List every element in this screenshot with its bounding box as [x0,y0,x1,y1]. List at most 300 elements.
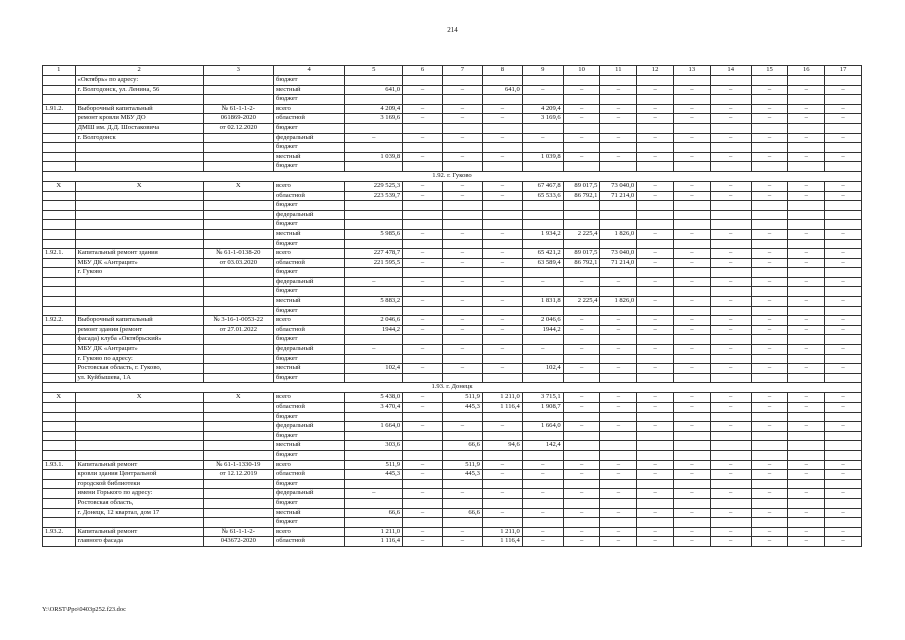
value-cell: – [673,422,710,432]
table-row [43,287,862,297]
value-cell [637,210,674,220]
funding-source: бюджет [273,373,344,383]
value-cell [673,123,710,133]
value-cell: – [788,470,825,480]
item-number [43,85,76,95]
value-cell [825,306,862,316]
value-cell [403,306,443,316]
document-ref: X [203,181,273,191]
value-cell: – [482,460,522,470]
item-name [75,422,203,432]
value-cell [403,412,443,422]
value-cell: 63 589,4 [522,258,563,268]
value-cell: – [673,527,710,537]
item-number [43,76,76,86]
value-cell: – [637,249,674,259]
value-cell: – [600,393,637,403]
value-cell: – [673,537,710,547]
value-cell [522,431,563,441]
document-ref: X [203,393,273,403]
item-name [75,210,203,220]
value-cell: – [751,181,788,191]
value-cell: – [751,104,788,114]
value-cell: – [345,489,403,499]
value-cell: – [563,152,600,162]
value-cell [345,220,403,230]
document-ref: от 12.12.2019 [203,470,273,480]
value-cell: 4 209,4 [345,104,403,114]
value-cell [637,239,674,249]
value-cell [563,239,600,249]
document-ref: № 61-1-1-2- [203,104,273,114]
value-cell: 511,9 [345,460,403,470]
value-cell: – [563,527,600,537]
value-cell [673,450,710,460]
document-ref [203,201,273,211]
item-name [75,518,203,528]
value-cell [403,95,443,105]
value-cell: – [443,297,483,307]
value-cell: 2 046,6 [522,316,563,326]
value-cell [751,76,788,86]
table-row [43,364,862,374]
value-cell: – [563,325,600,335]
value-cell: – [522,85,563,95]
value-cell [673,239,710,249]
item-number [43,114,76,124]
value-cell [482,76,522,86]
value-cell [751,210,788,220]
value-cell [600,412,637,422]
value-cell: – [563,508,600,518]
value-cell [403,143,443,153]
value-cell [825,412,862,422]
value-cell: – [637,85,674,95]
item-name: «Октябрь» по адресу: [75,76,203,86]
value-cell: – [482,470,522,480]
value-cell [403,239,443,249]
item-name [75,287,203,297]
value-cell [482,201,522,211]
value-cell: 4 209,4 [522,104,563,114]
value-cell: – [673,277,710,287]
value-cell [522,306,563,316]
item-number [43,297,76,307]
value-cell [710,287,751,297]
table-row [43,460,862,470]
value-cell [482,210,522,220]
value-cell [482,335,522,345]
value-cell: – [825,85,862,95]
value-cell: – [403,133,443,143]
funding-source: федеральный [273,345,344,355]
item-number [43,210,76,220]
value-cell: – [403,537,443,547]
value-cell: – [710,258,751,268]
value-cell: – [563,422,600,432]
value-cell: 65 421,2 [522,249,563,259]
value-cell [600,450,637,460]
table-row [43,489,862,499]
document-ref [203,306,273,316]
funding-source: бюджет [273,201,344,211]
value-cell: – [522,460,563,470]
funding-source: бюджет [273,306,344,316]
value-cell: 142,4 [522,441,563,451]
value-cell: – [482,422,522,432]
value-cell [563,123,600,133]
funding-source: бюджет [273,431,344,441]
value-cell: – [403,508,443,518]
value-cell [825,450,862,460]
value-cell: 1944,2 [522,325,563,335]
value-cell: 1 826,0 [600,297,637,307]
value-cell: – [825,537,862,547]
header-cell: 9 [522,66,563,76]
item-name: Выборочный капитальный [75,316,203,326]
item-number: X [43,393,76,403]
document-ref [203,191,273,201]
value-cell [637,220,674,230]
value-cell: – [600,422,637,432]
value-cell [403,335,443,345]
value-cell [482,431,522,441]
value-cell: – [673,181,710,191]
value-cell: – [637,460,674,470]
value-cell: – [673,345,710,355]
value-cell [710,239,751,249]
header-cell: 11 [600,66,637,76]
value-cell [710,412,751,422]
value-cell [563,518,600,528]
value-cell [710,123,751,133]
value-cell [710,201,751,211]
value-cell [563,498,600,508]
value-cell [673,306,710,316]
value-cell [710,210,751,220]
item-name: Ростовская область, г. Гуково, [75,364,203,374]
value-cell [825,354,862,364]
value-cell: – [563,133,600,143]
value-cell [522,335,563,345]
value-cell: – [443,85,483,95]
value-cell: – [825,114,862,124]
document-ref: от 27.01.2022 [203,325,273,335]
value-cell: – [600,460,637,470]
value-cell: – [788,527,825,537]
value-cell [522,373,563,383]
value-cell: – [443,133,483,143]
value-cell: – [751,527,788,537]
value-cell [443,431,483,441]
value-cell [403,450,443,460]
item-name: Капитальный ремонт здания [75,249,203,259]
value-cell [600,306,637,316]
value-cell [563,335,600,345]
value-cell: – [788,85,825,95]
value-cell [563,412,600,422]
value-cell [751,201,788,211]
value-cell [443,412,483,422]
value-cell: – [637,104,674,114]
item-number: 1.92.1. [43,249,76,259]
item-name [75,143,203,153]
value-cell: – [673,508,710,518]
value-cell [403,479,443,489]
value-cell: – [788,422,825,432]
item-number [43,364,76,374]
value-cell [563,220,600,230]
value-cell [443,95,483,105]
value-cell: – [751,85,788,95]
item-number [43,412,76,422]
value-cell: 65 533,6 [522,191,563,201]
value-cell [637,306,674,316]
value-cell [482,354,522,364]
table-row [43,210,862,220]
table-row [43,345,862,355]
item-name [75,201,203,211]
value-cell [751,123,788,133]
value-cell: – [825,325,862,335]
value-cell: – [788,277,825,287]
value-cell: – [443,104,483,114]
value-cell: 2 225,4 [563,297,600,307]
value-cell [443,268,483,278]
value-cell [403,210,443,220]
value-cell [403,287,443,297]
value-cell: – [522,345,563,355]
value-cell: – [788,364,825,374]
header-cell: 16 [788,66,825,76]
value-cell: – [788,229,825,239]
value-cell: 3 169,6 [345,114,403,124]
value-cell: 94,6 [482,441,522,451]
value-cell [600,335,637,345]
value-cell: – [710,181,751,191]
value-cell [751,335,788,345]
value-cell: – [443,229,483,239]
value-cell: – [403,345,443,355]
header-row [43,66,862,76]
item-number [43,277,76,287]
value-cell: – [673,152,710,162]
value-cell: – [825,422,862,432]
value-cell [673,441,710,451]
value-cell [563,431,600,441]
value-cell [600,431,637,441]
value-cell [673,95,710,105]
value-cell: – [710,152,751,162]
funding-source: бюджет [273,479,344,489]
value-cell: 229 525,3 [345,181,403,191]
item-name: г. Гуково по адресу: [75,354,203,364]
value-cell: – [482,152,522,162]
table-row [43,181,862,191]
value-cell: 3 169,6 [522,114,563,124]
value-cell: – [788,489,825,499]
section-row [43,171,862,181]
value-cell [751,373,788,383]
item-name: Ростовская область, [75,498,203,508]
value-cell: – [600,114,637,124]
value-cell: – [482,181,522,191]
document-ref: от 02.12.2020 [203,123,273,133]
value-cell: 102,4 [522,364,563,374]
value-cell: – [403,249,443,259]
value-cell: – [710,489,751,499]
value-cell: – [563,364,600,374]
table-row [43,114,862,124]
document-ref [203,403,273,413]
value-cell: – [825,258,862,268]
value-cell: – [563,277,600,287]
header-cell: 8 [482,66,522,76]
value-cell: – [825,460,862,470]
value-cell: – [751,403,788,413]
value-cell [751,518,788,528]
value-cell [482,450,522,460]
funding-source: бюджет [273,518,344,528]
item-number [43,345,76,355]
value-cell: – [403,422,443,432]
value-cell: – [788,508,825,518]
value-cell [522,95,563,105]
value-cell: 71 214,0 [600,191,637,201]
document-ref [203,479,273,489]
value-cell: 1 039,8 [522,152,563,162]
value-cell: – [788,403,825,413]
value-cell: – [788,104,825,114]
value-cell [673,498,710,508]
item-name: Выборочный капитальный [75,104,203,114]
value-cell [443,335,483,345]
value-cell: – [600,364,637,374]
value-cell: – [563,393,600,403]
funding-source: областной [273,470,344,480]
value-cell [345,162,403,172]
value-cell: – [673,133,710,143]
value-cell [443,143,483,153]
table-row [43,431,862,441]
value-cell: – [637,181,674,191]
value-cell [710,335,751,345]
value-cell [788,162,825,172]
value-cell: – [403,229,443,239]
value-cell: – [637,191,674,201]
value-cell: – [673,191,710,201]
funding-source: всего [273,460,344,470]
value-cell [825,210,862,220]
value-cell [563,373,600,383]
item-name: кровли здания Центральной [75,470,203,480]
value-cell [788,287,825,297]
value-cell: – [637,527,674,537]
item-number [43,354,76,364]
document-ref [203,220,273,230]
table-row [43,403,862,413]
value-cell [403,431,443,441]
item-number: 1.93.1. [43,460,76,470]
table-row [43,191,862,201]
item-number [43,422,76,432]
value-cell: – [637,297,674,307]
value-cell [788,268,825,278]
document-ref [203,143,273,153]
value-cell: – [710,85,751,95]
item-number [43,258,76,268]
value-cell: – [751,393,788,403]
value-cell: – [443,114,483,124]
value-cell: – [751,325,788,335]
value-cell: – [788,181,825,191]
value-cell [522,162,563,172]
value-cell: 66,6 [443,441,483,451]
value-cell: 5 438,0 [345,393,403,403]
table-row [43,95,862,105]
item-number [43,229,76,239]
value-cell [673,210,710,220]
value-cell [710,268,751,278]
value-cell: – [788,114,825,124]
item-number [43,152,76,162]
value-cell [751,143,788,153]
value-cell [563,479,600,489]
value-cell [403,201,443,211]
document-ref: № 61-1-1-2- [203,527,273,537]
value-cell [788,335,825,345]
document-ref [203,431,273,441]
value-cell: – [600,508,637,518]
item-number [43,431,76,441]
funding-source: бюджет [273,76,344,86]
funding-source: областной [273,537,344,547]
table-row [43,527,862,537]
value-cell: – [563,470,600,480]
value-cell: – [637,364,674,374]
item-name: ул. Куйбышева, 1А [75,373,203,383]
value-cell: 1 116,4 [482,403,522,413]
value-cell [788,143,825,153]
value-cell: 303,6 [345,441,403,451]
item-number [43,489,76,499]
item-number [43,123,76,133]
value-cell [637,268,674,278]
value-cell [788,239,825,249]
item-number [43,441,76,451]
value-cell: – [825,104,862,114]
value-cell [345,210,403,220]
value-cell: 1 664,0 [345,422,403,432]
header-cell: 3 [203,66,273,76]
value-cell: – [788,537,825,547]
value-cell: 1944,2 [345,325,403,335]
value-cell: 5 883,2 [345,297,403,307]
item-number [43,537,76,547]
value-cell: 223 539,7 [345,191,403,201]
value-cell: – [345,277,403,287]
table-row [43,498,862,508]
item-number: 1.93.2. [43,527,76,537]
value-cell: – [825,277,862,287]
item-number [43,191,76,201]
value-cell [482,287,522,297]
value-cell [600,268,637,278]
value-cell: – [751,277,788,287]
value-cell [751,162,788,172]
value-cell: – [637,325,674,335]
document-ref [203,364,273,374]
